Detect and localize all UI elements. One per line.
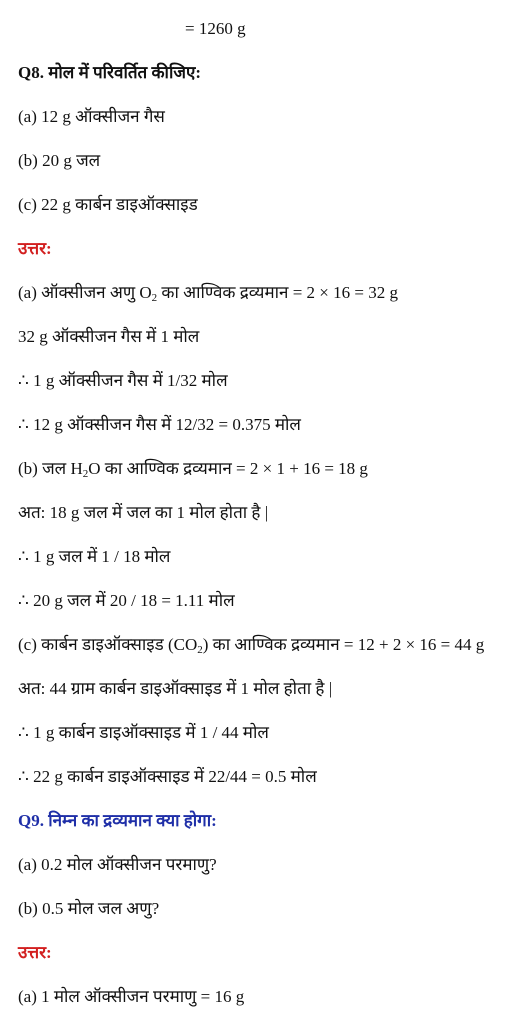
answer-b-step-3: ∴ 20 g जल में 20 / 18 = 1.11 मोल (18, 591, 235, 610)
q9-part-a: (a) 0.2 मोल ऑक्सीजन परमाणु? (18, 855, 217, 874)
answer-heading-q8: उत्तर: (18, 239, 52, 258)
question-8-heading: Q8. मोल में परिवर्तित कीजिए: (18, 63, 202, 82)
answer-c-step-3: ∴ 22 g कार्बन डाइऑक्साइड में 22/44 = 0.5 मोल (18, 767, 317, 786)
answer-heading-q9: उत्तर: (18, 943, 52, 962)
answer-c-step-2: ∴ 1 g कार्बन डाइऑक्साइड में 1 / 44 मोल (18, 723, 269, 742)
answer-b-step-2: ∴ 1 g जल में 1 / 18 मोल (18, 547, 171, 566)
answer-b-molar-mass: (b) जल $H_2O$ का आण्विक द्रव्यमान = 2 × 1 + 16 = 18 g (18, 459, 368, 480)
result-line: = 1260 g (185, 19, 246, 38)
answer-q9-a: (a) 1 मोल ऑक्सीजन परमाणु = 16 g (18, 987, 245, 1006)
answer-a-step-2: ∴ 1 g ऑक्सीजन गैस में 1/32 मोल (18, 371, 228, 390)
answer-c-molar-mass: (c) कार्बन डाइऑक्साइड $(CO_2)$ का आण्विक द्रव्यमान = 12 + 2 × 16 = 44 g (18, 635, 485, 656)
q8-part-c: (c) 22 g कार्बन डाइऑक्साइड (18, 195, 198, 214)
q9-part-b: (b) 0.5 मोल जल अणु? (18, 899, 160, 918)
q8-part-a: (a) 12 g ऑक्सीजन गैस (18, 107, 165, 126)
answer-c-step-1: अत: 44 ग्राम कार्बन डाइऑक्साइड में 1 मोल होता है | (18, 679, 333, 698)
answer-a-molar-mass: (a) ऑक्सीजन अणु $O_2$ का आण्विक द्रव्यमान = 2 × 16 = 32 g (18, 283, 398, 304)
answer-b-step-1: अत: 18 g जल में जल का 1 मोल होता है | (18, 503, 269, 522)
answer-a-step-1: 32 g ऑक्सीजन गैस में 1 मोल (18, 327, 200, 346)
question-9-heading: Q9. निम्न का द्रव्यमान क्या होगा: (18, 811, 217, 830)
q8-part-b: (b) 20 g जल (18, 151, 101, 170)
answer-a-step-3: ∴ 12 g ऑक्सीजन गैस में 12/32 = 0.375 मोल (18, 415, 301, 434)
